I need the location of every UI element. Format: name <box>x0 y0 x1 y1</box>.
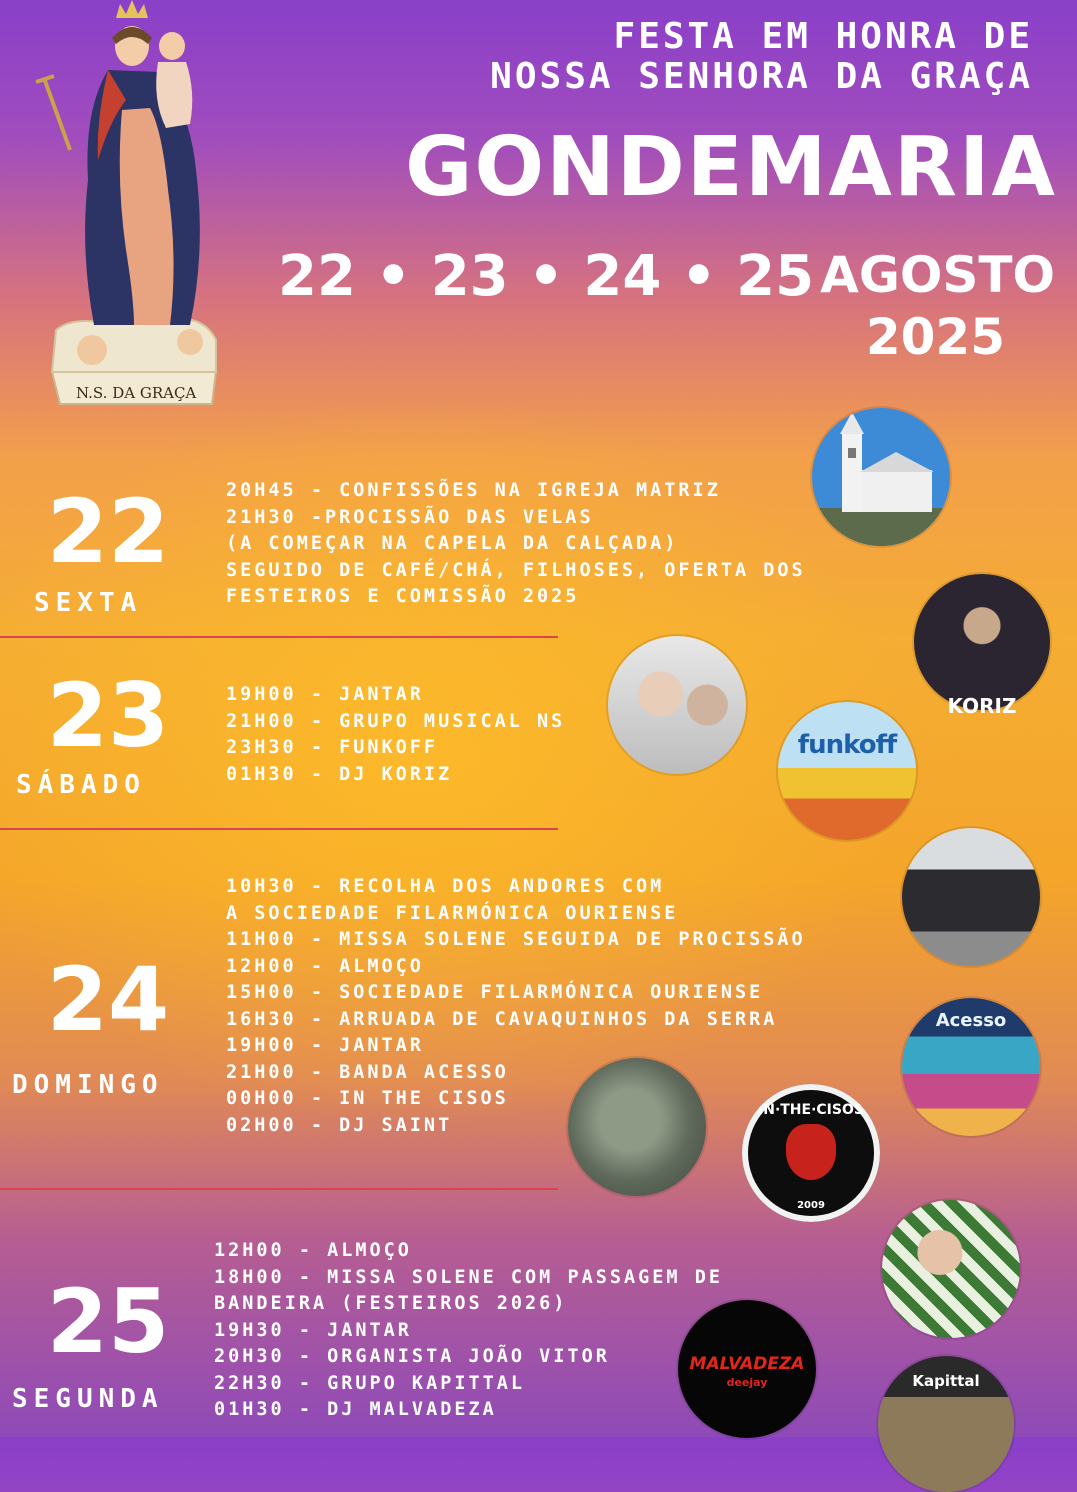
malvadeza-logo: MALVADEZA <box>689 1354 805 1374</box>
acesso-logo: Acesso <box>935 1010 1007 1031</box>
banda-acesso-photo <box>902 998 1040 1136</box>
dj-saint-photo <box>568 1058 706 1196</box>
schedule-item: 01H30 - DJ MALVADEZA <box>214 1399 497 1420</box>
page-title: GONDEMARIA <box>405 120 1057 215</box>
schedule-item: A SOCIEDADE FILARMÓNICA OURIENSE <box>226 902 679 924</box>
day-number-23: 23 <box>46 664 170 767</box>
day-number-22: 22 <box>46 480 170 583</box>
schedule-item: (A COMEÇAR NA CAPELA DA CALÇADA) <box>226 533 679 554</box>
divider <box>0 1188 558 1190</box>
day-name-sexta: SEXTA <box>34 588 143 618</box>
schedule-item: 15H00 - SOCIEDADE FILARMÓNICA OURIENSE <box>226 982 764 1003</box>
subtitle-line-2: NOSSA SENHORA DA GRAÇA <box>490 56 1033 97</box>
schedule-item: 02H00 - DJ SAINT <box>226 1114 453 1136</box>
filarmonica-photo <box>902 828 1040 966</box>
schedule-day-22 <box>226 478 806 611</box>
grupo-musical-ns-photo <box>608 636 746 774</box>
funkoff-photo <box>778 702 916 840</box>
schedule-item: BANDEIRA (FESTEIROS 2026) <box>214 1293 568 1314</box>
schedule-day-23 <box>226 682 565 788</box>
schedule-item: 20H45 - CONFISSÕES NA IGREJA MATRIZ <box>226 480 721 501</box>
statue-label: N.S. DA GRAÇA <box>76 384 197 402</box>
statue-image <box>30 0 230 420</box>
church-photo <box>812 408 950 546</box>
schedule-item: 18H00 - MISSA SOLENE COM PASSAGEM DE <box>214 1266 723 1288</box>
schedule-item: 23H30 - FUNKOFF <box>226 737 439 758</box>
in-the-cisos-photo <box>742 1084 880 1222</box>
festival-month: AGOSTO <box>820 246 1055 304</box>
festival-year: 2025 <box>865 308 1005 366</box>
divider <box>0 828 558 830</box>
day-number-25: 25 <box>46 1270 170 1373</box>
schedule-item: 12H00 - ALMOÇO <box>226 955 424 977</box>
grupo-kapittal-photo <box>878 1356 1014 1492</box>
cisos-year: 2009 <box>797 1200 825 1211</box>
schedule-item: 00H00 - IN THE CISOS <box>226 1088 509 1109</box>
schedule-item: 12H00 - ALMOÇO <box>214 1240 412 1261</box>
day-name-domingo: DOMINGO <box>12 1070 164 1100</box>
festival-dates: 22 • 23 • 24 • 25 <box>278 244 815 309</box>
funkoff-logo: funkoff <box>797 730 897 760</box>
day-name-segunda: SEGUNDA <box>12 1384 164 1414</box>
schedule-item: FESTEIROS E COMISSÃO 2025 <box>226 586 580 607</box>
schedule-item: 21H00 - BANDA ACESSO <box>226 1061 509 1083</box>
kapittal-logo: Kapittal <box>912 1372 980 1390</box>
subtitle-line-1: FESTA EM HONRA DE <box>613 16 1033 57</box>
schedule-item: 11H00 - MISSA SOLENE SEGUIDA DE PROCISSÃO <box>226 929 806 950</box>
dj-malvadeza-photo <box>678 1300 816 1438</box>
cisos-logo: IN·THE·CISOS <box>758 1102 864 1118</box>
devil-icon <box>786 1124 836 1180</box>
day-name-sabado: SÁBADO <box>16 770 146 800</box>
schedule-day-24 <box>226 874 806 1139</box>
schedule-item: 20H30 - ORGANISTA JOÃO VITOR <box>214 1346 610 1367</box>
malvadeza-sub: deejay <box>726 1376 768 1389</box>
schedule-day-25 <box>214 1238 723 1424</box>
schedule-item: SEGUIDO DE CAFÉ/CHÁ, FILHOSES, OFERTA DOS <box>226 559 806 581</box>
organista-joao-vitor-photo <box>882 1200 1020 1338</box>
schedule-item: 19H30 - JANTAR <box>214 1319 412 1341</box>
schedule-item: 01H30 - DJ KORIZ <box>226 763 453 785</box>
day-number-24: 24 <box>46 948 170 1051</box>
schedule-item: 19H00 - JANTAR <box>226 684 424 705</box>
schedule-item: 16H30 - ARRUADA DE CAVAQUINHOS DA SERRA <box>226 1008 778 1030</box>
schedule-item: 21H30 -PROCISSÃO DAS VELAS <box>226 506 594 528</box>
divider <box>0 636 558 638</box>
schedule-item: 22H30 - GRUPO KAPITTAL <box>214 1372 526 1394</box>
dj-koriz-photo <box>914 574 1050 710</box>
schedule-item: 21H00 - GRUPO MUSICAL NS <box>226 710 566 732</box>
schedule-item: 10H30 - RECOLHA DOS ANDORES COM <box>226 876 665 897</box>
schedule-item: 19H00 - JANTAR <box>226 1035 424 1056</box>
koriz-label: KORIZ <box>947 694 1017 718</box>
